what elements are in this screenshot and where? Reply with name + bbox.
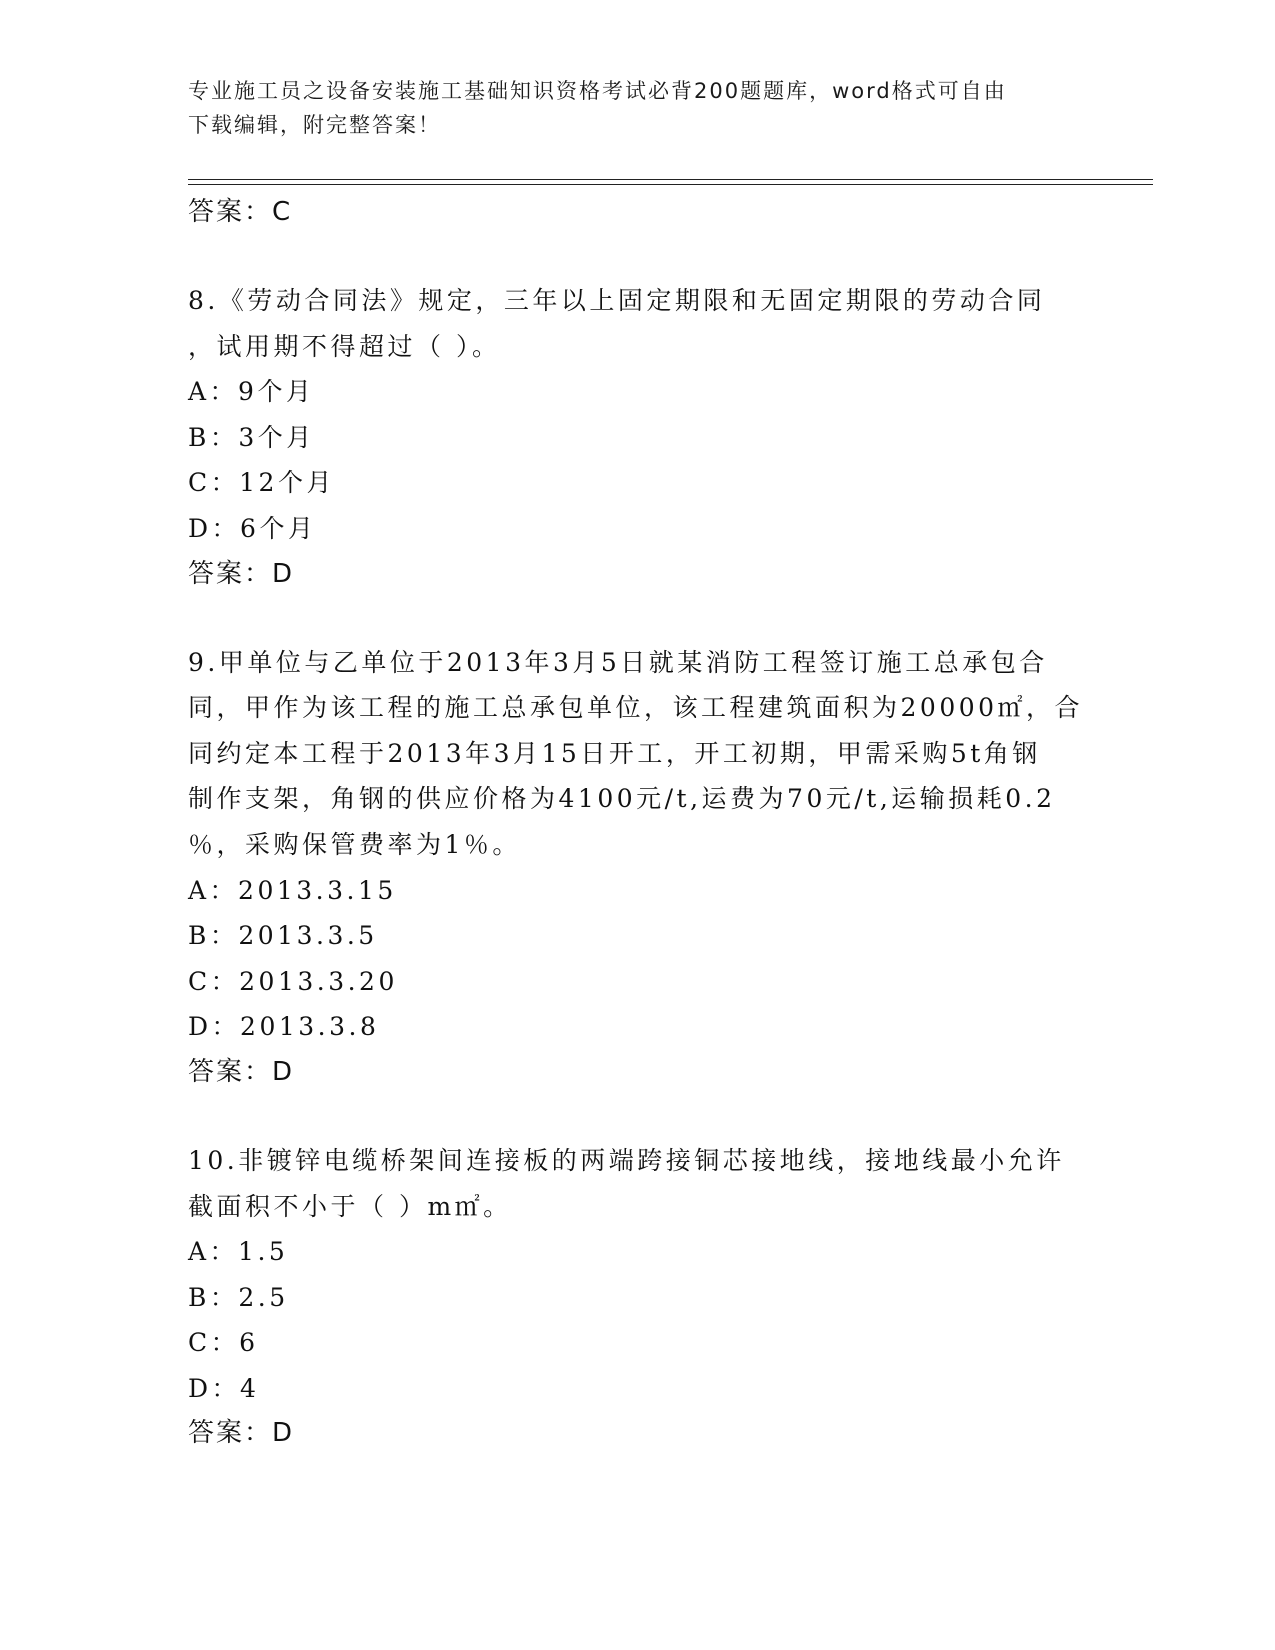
question-8 [188, 278, 1088, 597]
question-text-line: 8.《劳动合同法》规定，三年以上固定期限和无固定期限的劳动合同 [188, 286, 1046, 315]
question-10-text [188, 1138, 1088, 1229]
option-b: B：3个月 [188, 422, 315, 452]
option-a: A：2013.3.15 [188, 875, 397, 905]
spacer [188, 597, 1088, 640]
previous-answer: 答案：C [188, 197, 293, 227]
question-text-line: 制作支架，角钢的供应价格为4100元/t,运费为70元/t,运输损耗0.2 [188, 784, 1056, 814]
spacer [188, 1095, 1088, 1138]
answer: 答案：D [188, 1418, 295, 1449]
question-8-text [188, 278, 1088, 369]
question-text-line: ％，采购保管费率为1％。 [188, 829, 521, 859]
option-b: B：2013.3.5 [188, 921, 378, 951]
header-divider-bottom [188, 184, 1153, 185]
answer: 答案：D [188, 558, 295, 589]
header-divider-top [188, 179, 1153, 180]
option-c: C：12个月 [188, 468, 335, 498]
question-9-text [188, 640, 1088, 868]
question-text-line: ，试用期不得超过（ ）。 [188, 331, 501, 361]
question-text-line: 10.非镀锌电缆桥架间连接板的两端跨接铜芯接地线，接地线最小允许 [188, 1145, 1065, 1175]
page-header [188, 74, 1088, 142]
question-list [188, 190, 1088, 1456]
option-a: A：9个月 [188, 377, 315, 407]
question-10 [188, 1138, 1088, 1457]
question-text-line: 同约定本工程于2013年3月15日开工，开工初期，甲需采购5t角钢 [188, 738, 1041, 768]
option-a: A：1.5 [188, 1237, 289, 1267]
option-b: B：2.5 [188, 1282, 289, 1312]
question-text-line: 截面积不小于（ ）m㎡。 [188, 1191, 512, 1221]
spacer [188, 235, 1088, 278]
option-c: C：2013.3.20 [188, 966, 398, 996]
question-9 [188, 640, 1088, 1095]
header-line-1: 专业施工员之设备安装施工基础知识资格考试必背200题题库，word格式可自由 [188, 79, 1007, 103]
option-c: C：6 [188, 1328, 259, 1358]
option-d: D：6个月 [188, 513, 317, 543]
option-d: D：4 [188, 1373, 260, 1403]
answer: 答案：D [188, 1056, 295, 1087]
header-line-2: 下载编辑，附完整答案！ [188, 113, 441, 137]
question-text-line: 9.甲单位与乙单位于2013年3月5日就某消防工程签订施工总承包合 [188, 647, 1048, 677]
option-d: D：2013.3.8 [188, 1012, 380, 1042]
question-text-line: 同，甲作为该工程的施工总承包单位，该工程建筑面积为20000㎡，合 [188, 693, 1084, 723]
